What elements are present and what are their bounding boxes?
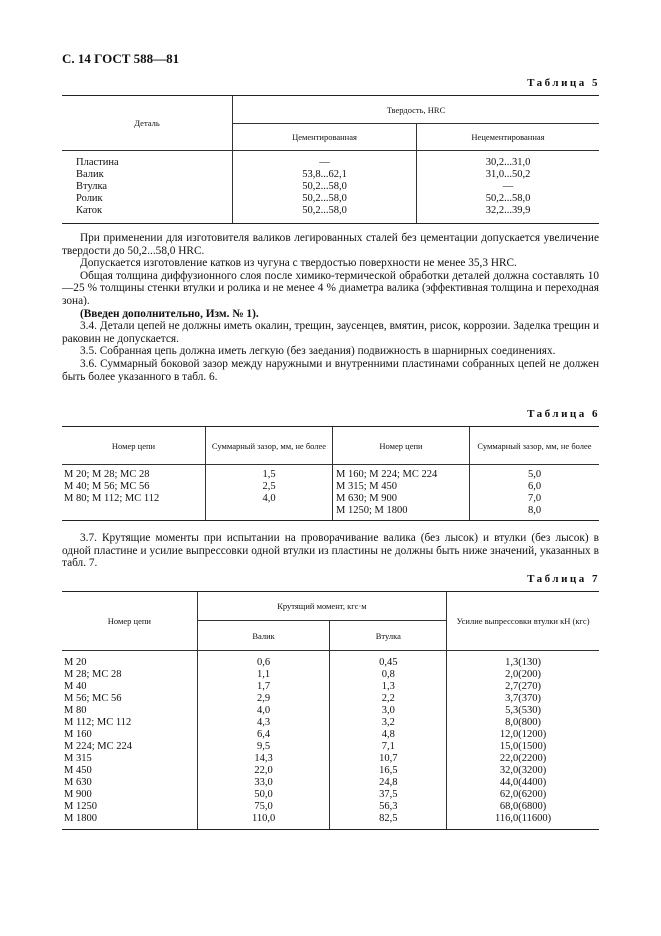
table6-col-chain-right: Номер цепи — [333, 427, 470, 465]
table7-cell-shaft: 6,4 — [197, 729, 330, 741]
table5-cell-cem: — — [233, 151, 417, 170]
table5-cell-noncem: — — [417, 181, 600, 193]
table7-row — [62, 729, 599, 741]
table7-row — [62, 813, 599, 830]
table5-row — [62, 151, 599, 170]
table6-cell-gap-right: 6,0 — [470, 481, 600, 493]
table7-cell-bush: 56,3 — [330, 801, 447, 813]
table7-cell-chain: М 1250 — [64, 801, 97, 812]
text-block-a — [62, 232, 599, 383]
table7-cell-bush: 82,5 — [330, 813, 447, 830]
table7 — [62, 591, 599, 830]
table6-col-gap-right: Суммарный зазор, мм, не более — [470, 427, 600, 465]
table6-cell-chain-right: М 1250; М 1800 — [333, 505, 470, 521]
table7-cell-force: 2,0(200) — [447, 669, 599, 681]
table5-row — [62, 205, 599, 224]
table7-col-force: Усилие выпрессовки втулки кН (кгс) — [447, 592, 599, 651]
table7-cell-shaft: 1,1 — [197, 669, 330, 681]
table7-cell-force: 2,7(270) — [447, 681, 599, 693]
table5-cell-noncem: 30,2...31,0 — [417, 151, 600, 170]
table5 — [62, 95, 599, 224]
table5-cell-noncem: 32,2...39,9 — [417, 205, 600, 224]
table6-cell-chain-left: М 40; М 56; МС 56 — [64, 481, 150, 492]
table6-cell-chain-left — [62, 505, 206, 521]
table7-cell-chain: М 1800 — [62, 813, 197, 830]
table7-cell-shaft: 50,0 — [197, 789, 330, 801]
table7-cell-shaft: 75,0 — [197, 801, 330, 813]
table5-row — [62, 181, 599, 193]
paragraph: 3.6. Суммарный боковой зазор между наружными и внутренними пластинами собранных цепей не должен быть более указанного в табл. 6. — [62, 357, 599, 383]
table7-cell-bush: 0,8 — [330, 669, 447, 681]
table7-row — [62, 789, 599, 801]
table7-cell-chain: М 28; МС 28 — [64, 669, 122, 680]
table5-cell-part: Ролик — [76, 193, 103, 204]
table7-cell-force: 15,0(1500) — [447, 741, 599, 753]
table5-cell-part: Валик — [76, 169, 104, 180]
table7-cell-bush: 1,3 — [330, 681, 447, 693]
table5-row — [62, 169, 599, 181]
table7-cell-shaft: 33,0 — [197, 777, 330, 789]
table7-cell-bush: 3,0 — [330, 705, 447, 717]
table6-col-chain-left: Номер цепи — [62, 427, 206, 465]
table7-cell-chain: М 224; МС 224 — [64, 741, 132, 752]
table7-row — [62, 801, 599, 813]
paragraph: Общая толщина диффузионного слоя после химико-термической обработки деталей должна составлять 10—25 % толщины стенки втулки и ролика и не менее 4 % диаметра валика (эффективная толщина и переходная зона). — [62, 269, 599, 307]
table7-cell-chain: М 56; МС 56 — [64, 693, 122, 704]
table7-cell-force: 8,0(800) — [447, 717, 599, 729]
table7-row — [62, 753, 599, 765]
table7-row — [62, 765, 599, 777]
table7-cell-force: 116,0(11600) — [447, 813, 599, 830]
table7-cell-chain: М 40 — [64, 681, 87, 692]
table7-row — [62, 693, 599, 705]
table5-caption: Таблица 5 — [527, 77, 600, 89]
table6-cell-gap-right: 5,0 — [470, 465, 600, 482]
table7-cell-chain: М 160 — [64, 729, 92, 740]
table7-caption: Таблица 7 — [527, 573, 600, 585]
table7-cell-bush: 24,8 — [330, 777, 447, 789]
table7-cell-chain: М 80 — [64, 705, 87, 716]
table7-row — [62, 705, 599, 717]
table7-col-shaft: Валик — [197, 621, 330, 651]
table5-cell-cem: 50,2...58,0 — [233, 193, 417, 205]
table5-col-noncem: Нецементированная — [417, 124, 600, 151]
table7-cell-bush: 7,1 — [330, 741, 447, 753]
table7-cell-force: 3,7(370) — [447, 693, 599, 705]
table7-cell-chain: М 112; МС 112 — [64, 717, 132, 728]
table6-cell-chain-right: М 160; М 224; МС 224 — [333, 465, 470, 482]
table7-cell-bush: 2,2 — [330, 693, 447, 705]
table7-cell-shaft: 22,0 — [197, 765, 330, 777]
table5-col-hardness: Твердость, HRC — [233, 96, 600, 124]
table7-row — [62, 717, 599, 729]
table7-row — [62, 651, 599, 670]
table7-cell-force: 68,0(6800) — [447, 801, 599, 813]
table6-col-gap-left: Суммарный зазор, мм, не более — [206, 427, 333, 465]
table6-cell-chain-right: М 315; М 450 — [333, 481, 470, 493]
paragraph: 3.4. Детали цепей не должны иметь окалин, трещин, заусенцев, вмятин, рисок, коррозии. Заделка трещин и раковин не допускается. — [62, 320, 599, 345]
table7-col-torque: Крутящий момент, кгс·м — [197, 592, 446, 621]
table5-cell-cem: 53,8...62,1 — [233, 169, 417, 181]
table7-cell-chain: М 315 — [64, 753, 92, 764]
table7-cell-bush: 10,7 — [330, 753, 447, 765]
text-block-b — [62, 532, 599, 570]
table5-cell-noncem: 31,0...50,2 — [417, 169, 600, 181]
table7-col-bush: Втулка — [330, 621, 447, 651]
table7-cell-bush: 16,5 — [330, 765, 447, 777]
table7-cell-shaft: 4,3 — [197, 717, 330, 729]
table7-cell-force: 12,0(1200) — [447, 729, 599, 741]
table7-cell-bush: 0,45 — [330, 651, 447, 670]
table7-cell-shaft: 9,5 — [197, 741, 330, 753]
table5-cell-noncem: 50,2...58,0 — [417, 193, 600, 205]
table7-col-chain: Номер цепи — [62, 592, 197, 651]
table5-cell-cem: 50,2...58,0 — [233, 205, 417, 224]
table5-col-cem: Цементированная — [233, 124, 417, 151]
page-header: С. 14 ГОСТ 588—81 — [62, 51, 180, 66]
table6-row — [62, 493, 599, 505]
paragraph: При применении для изготовителя валиков легированных сталей без цементации допускается увеличение твердости до 50,2...58,0 HRC. — [62, 232, 599, 257]
table7-cell-bush: 4,8 — [330, 729, 447, 741]
paragraph: Допускается изготовление катков из чугуна с твердостью поверхности не менее 35,3 HRC. — [80, 257, 517, 270]
table6 — [62, 426, 599, 521]
table7-cell-shaft: 2,9 — [197, 693, 330, 705]
table7-cell-force: 22,0(2200) — [447, 753, 599, 765]
table7-row — [62, 741, 599, 753]
table7-cell-force: 5,3(530) — [447, 705, 599, 717]
paragraph: (Введен дополнительно, Изм. № 1). — [80, 307, 259, 320]
table7-cell-shaft: 4,0 — [197, 705, 330, 717]
table6-cell-gap-left: 4,0 — [206, 493, 333, 505]
table6-cell-chain-left: М 20; М 28; МС 28 — [64, 469, 150, 480]
paragraph-3-7: 3.7. Крутящие моменты при испытании на проворачивание валика (без лысок) и втулки (без лысок) в одной пластине и усилие выпрессовки одной втулки из пластины не должны быть ниже значений, указанных в табл. 7. — [62, 532, 599, 570]
table6-cell-gap-left: 2,5 — [206, 481, 333, 493]
table7-row — [62, 777, 599, 789]
table6-cell-gap-right: 8,0 — [470, 505, 600, 521]
table7-cell-chain: М 630 — [64, 777, 92, 788]
table5-cell-part: Втулка — [76, 181, 108, 192]
table5-cell-part: Пластина — [76, 157, 119, 168]
table6-cell-chain-right: М 630; М 900 — [333, 493, 470, 505]
table7-row — [62, 669, 599, 681]
table5-cell-cem: 50,2...58,0 — [233, 181, 417, 193]
table7-cell-force: 1,3(130) — [447, 651, 599, 670]
table6-row — [62, 505, 599, 521]
table6-cell-gap-right: 7,0 — [470, 493, 600, 505]
table5-cell-part: Каток — [62, 205, 233, 224]
table5-col-part: Деталь — [62, 96, 233, 151]
table7-row — [62, 681, 599, 693]
table7-cell-bush: 37,5 — [330, 789, 447, 801]
table6-cell-gap-left: 1,5 — [206, 465, 333, 482]
table5-row — [62, 193, 599, 205]
table7-cell-chain: М 450 — [64, 765, 92, 776]
table6-cell-gap-left — [206, 505, 333, 521]
table6-cell-chain-left: М 80; М 112; МС 112 — [64, 493, 160, 504]
table7-cell-shaft: 1,7 — [197, 681, 330, 693]
table7-cell-force: 62,0(6200) — [447, 789, 599, 801]
paragraph: 3.5. Собранная цепь должна иметь легкую (без заедания) подвижность в шарнирных соединениях. — [80, 345, 556, 358]
table7-cell-force: 44,0(4400) — [447, 777, 599, 789]
table6-row — [62, 481, 599, 493]
table7-cell-chain: М 20 — [64, 657, 87, 668]
table6-caption: Таблица 6 — [527, 408, 600, 420]
table7-cell-shaft: 14,3 — [197, 753, 330, 765]
table7-cell-shaft: 0,6 — [197, 651, 330, 670]
table7-cell-bush: 3,2 — [330, 717, 447, 729]
table7-cell-chain: М 900 — [64, 789, 92, 800]
table7-cell-force: 32,0(3200) — [447, 765, 599, 777]
table6-row — [62, 465, 599, 482]
table7-cell-shaft: 110,0 — [197, 813, 330, 830]
